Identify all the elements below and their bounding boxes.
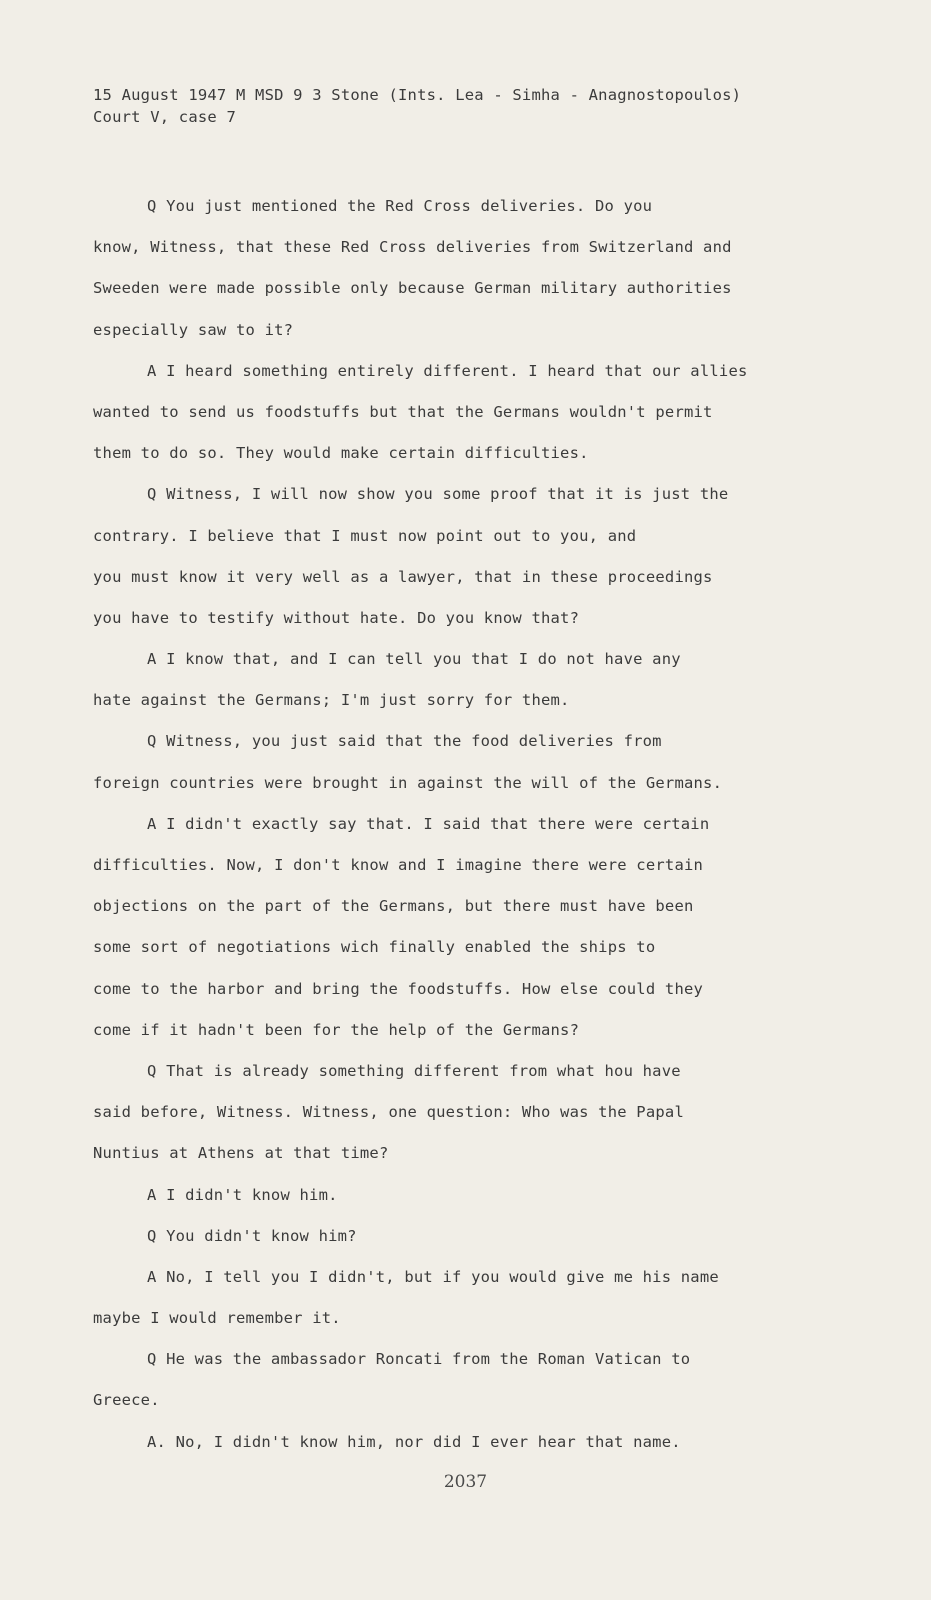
transcript-line: you must know it very well as a lawyer, that in these proceedings <box>93 567 713 586</box>
transcript-line: some sort of negotiations wich finally enabled the ships to <box>93 938 656 957</box>
transcript-line: A. No, I didn't know him, nor did I ever hear that name. <box>147 1432 681 1451</box>
transcript-line: A I heard something entirely different. I heard that our allies <box>147 361 748 380</box>
transcript-line: Q He was the ambassador Roncati from the Roman Vatican to <box>147 1350 691 1369</box>
transcript-line: foreign countries were brought in against the will of the Germans. <box>93 773 723 792</box>
transcript-line: especially saw to it? <box>93 320 294 339</box>
transcript-line: Q That is already something different from what hou have <box>147 1061 681 1080</box>
document-header <box>93 84 741 128</box>
header-line-court: Court V, case 7 <box>93 108 236 126</box>
testimony-transcript <box>93 186 833 1463</box>
transcript-line: A I didn't exactly say that. I said that there were certain <box>147 814 710 833</box>
transcript-line: maybe I would remember it. <box>93 1309 341 1328</box>
transcript-line: Q Witness, I will now show you some proof that it is just the <box>147 485 729 504</box>
transcript-line: objections on the part of the Germans, but there must have been <box>93 897 694 916</box>
transcript-line: come if it hadn't been for the help of the Germans? <box>93 1020 580 1039</box>
transcript-line: come to the harbor and bring the foodstuffs. How else could they <box>93 979 704 998</box>
transcript-line: Nuntius at Athens at that time? <box>93 1144 389 1163</box>
transcript-line: A No, I tell you I didn't, but if you would give me his name <box>147 1267 719 1286</box>
transcript-line: them to do so. They would make certain difficulties. <box>93 444 589 463</box>
transcript-line: A I didn't know him. <box>147 1185 338 1204</box>
transcript-line: A I know that, and I can tell you that I do not have any <box>147 650 681 669</box>
transcript-line: wanted to send us foodstuffs but that the Germans wouldn't permit <box>93 402 713 421</box>
header-line-date-case: 15 August 1947 M MSD 9 3 Stone (Ints. Lea - Simha - Anagnostopoulos) <box>93 86 742 104</box>
page-number: 2037 <box>443 1472 488 1492</box>
transcript-line: hate against the Germans; I'm just sorry for them. <box>93 691 570 710</box>
transcript-line: Sweeden were made possible only because German military authorities <box>93 279 732 298</box>
transcript-line: you have to testify without hate. Do you know that? <box>93 608 580 627</box>
transcript-line: Q You just mentioned the Red Cross deliveries. Do you <box>147 197 653 215</box>
transcript-line: Q You didn't know him? <box>147 1226 357 1245</box>
transcript-line: said before, Witness. Witness, one question: Who was the Papal <box>93 1103 684 1122</box>
transcript-line: Q Witness, you just said that the food deliveries from <box>147 732 662 751</box>
transcript-line: contrary. I believe that I must now point out to you, and <box>93 526 637 545</box>
transcript-line: Greece. <box>93 1391 160 1410</box>
transcript-line: difficulties. Now, I don't know and I imagine there were certain <box>93 856 704 874</box>
transcript-line: know, Witness, that these Red Cross deliveries from Switzerland and <box>93 238 732 257</box>
